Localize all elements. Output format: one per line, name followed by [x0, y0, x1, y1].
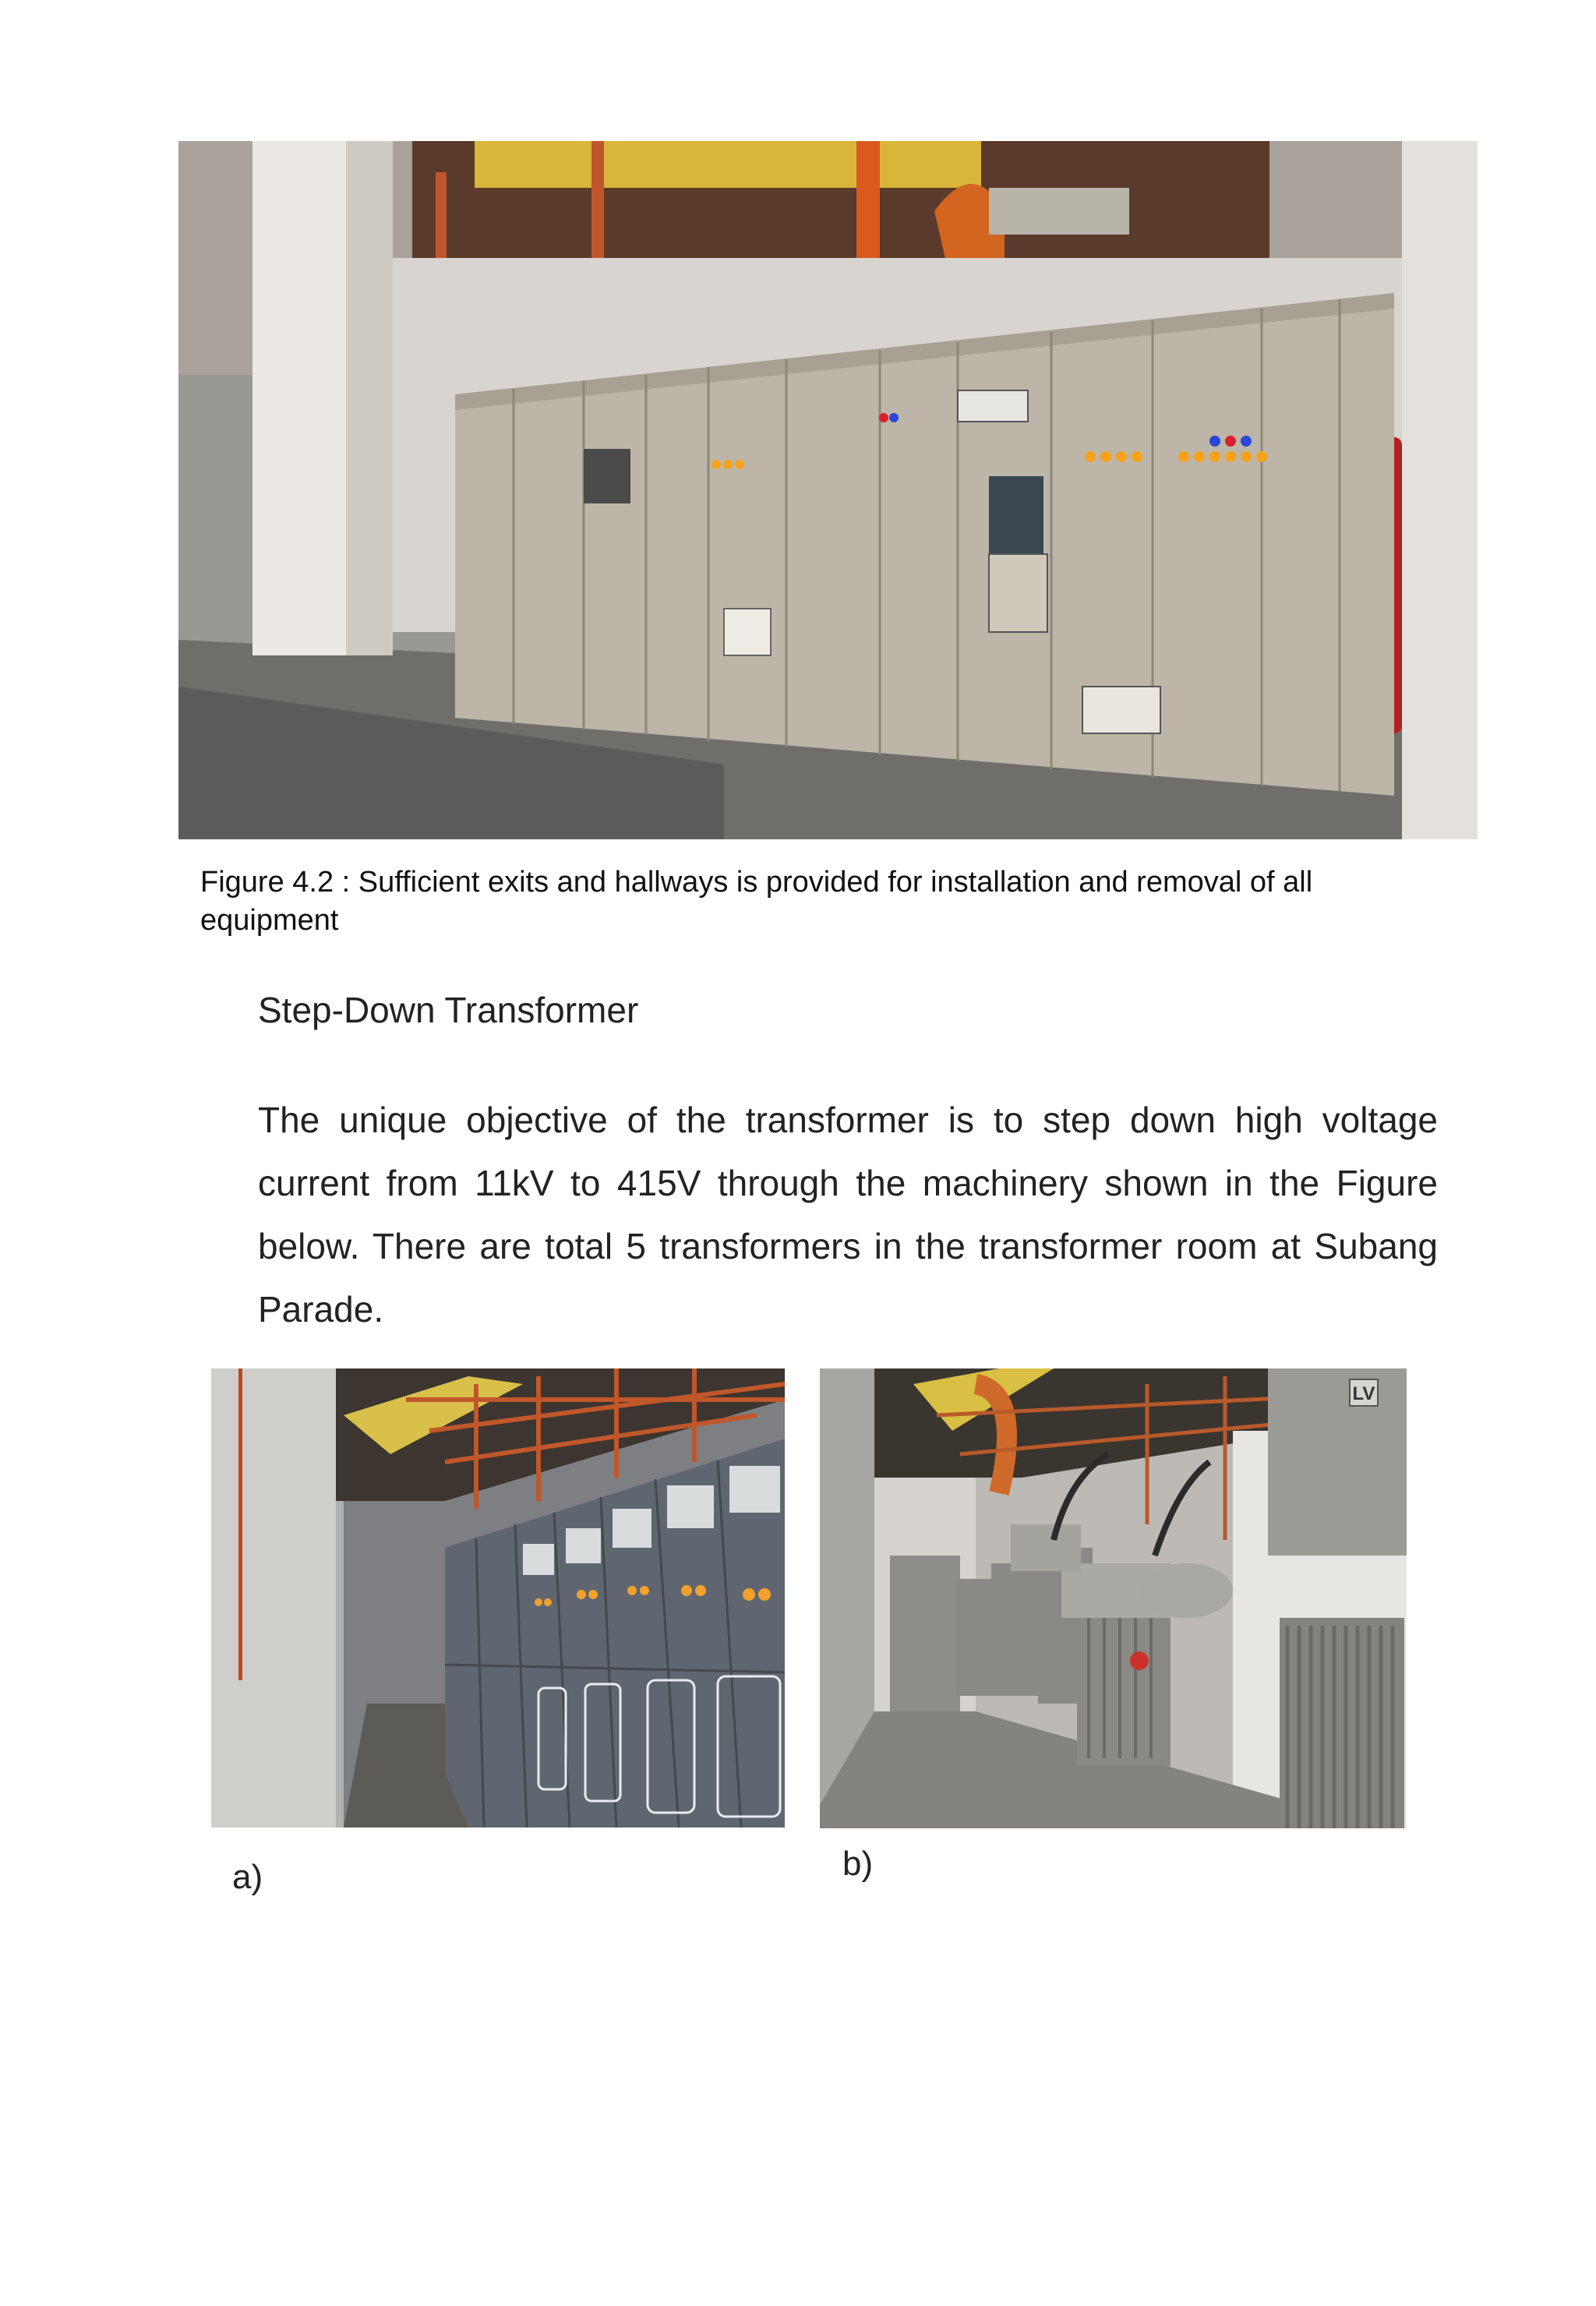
figure-caption: Figure 4.2 : Sufficient exits and hallways is provided for installation and removal of all equipment [200, 866, 1313, 937]
section-paragraph: The unique objective of the transformer is to step down high voltage current from 11kV to 415V through the machinery shown in the Figure below. There are total 5 transformers in the transformer room at Subang Parade. [258, 1100, 1438, 1330]
section-heading: Step-Down Transformer [258, 990, 639, 1030]
switchgear-corridor-photo [211, 1368, 785, 1827]
switchboard-room-photo [178, 141, 1478, 839]
figure-label-b: b) [842, 1845, 874, 1883]
figure-label-a: a) [232, 1858, 263, 1896]
transformer-corridor-photo [820, 1368, 1407, 1828]
lv-sign: LV [1352, 1383, 1375, 1404]
